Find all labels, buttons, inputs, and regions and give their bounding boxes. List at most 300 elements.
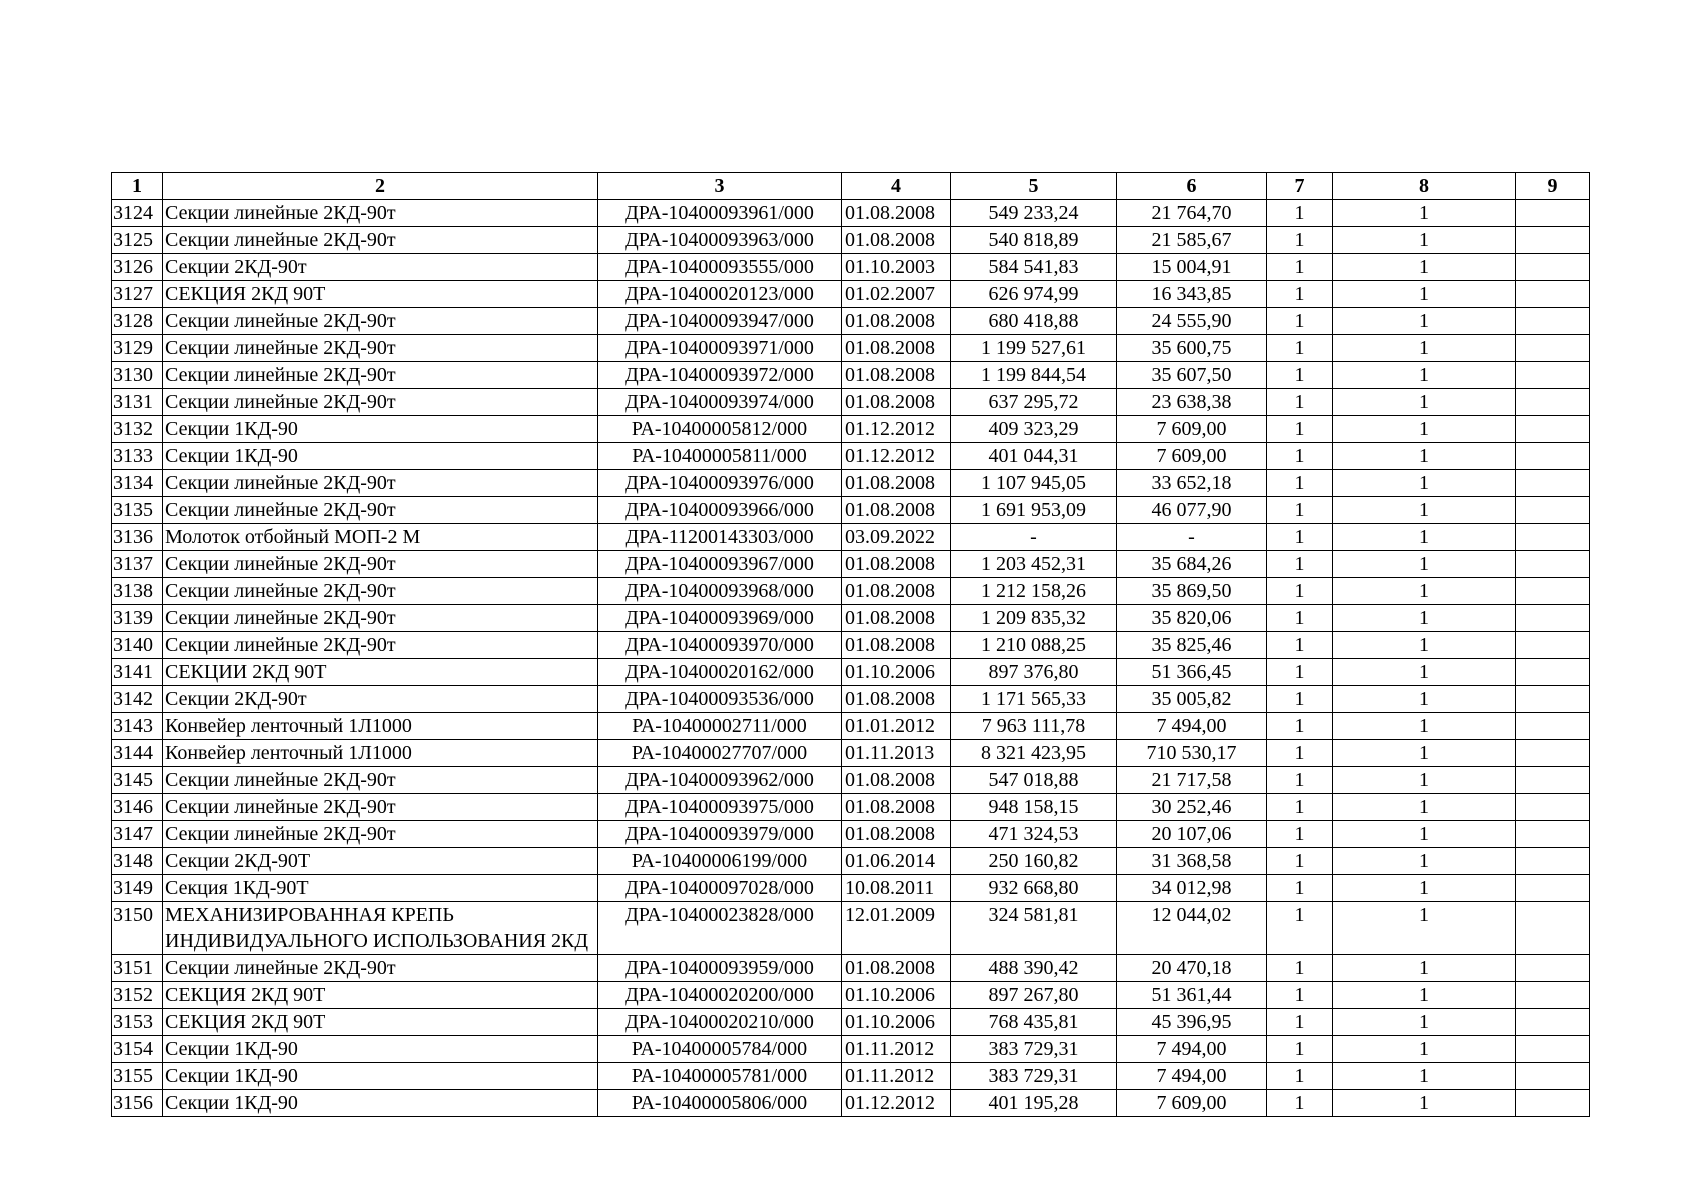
- item-name-cell: Секции линейные 2КД-90т: [163, 362, 598, 389]
- inventory-number-cell: ДРА-10400093966/000: [598, 497, 842, 524]
- column-header: 9: [1516, 173, 1590, 200]
- note-cell: [1516, 713, 1590, 740]
- note-cell: [1516, 767, 1590, 794]
- residual-cost-cell: 31 368,58: [1117, 848, 1267, 875]
- quantity-b-cell: 1: [1333, 713, 1516, 740]
- quantity-a-cell: 1: [1267, 389, 1333, 416]
- row-number-cell: 3154: [112, 1036, 163, 1063]
- inventory-number-cell: РА-10400027707/000: [598, 740, 842, 767]
- quantity-a-cell: 1: [1267, 659, 1333, 686]
- table-row: [112, 470, 1590, 497]
- residual-cost-cell: 7 494,00: [1117, 1036, 1267, 1063]
- date-cell: 01.08.2008: [842, 767, 951, 794]
- item-name-cell: Секции линейные 2КД-90т: [163, 497, 598, 524]
- note-cell: [1516, 902, 1590, 955]
- residual-cost-cell: 12 044,02: [1117, 902, 1267, 955]
- note-cell: [1516, 227, 1590, 254]
- quantity-a-cell: 1: [1267, 713, 1333, 740]
- residual-cost-cell: 35 684,26: [1117, 551, 1267, 578]
- note-cell: [1516, 848, 1590, 875]
- quantity-b-cell: 1: [1333, 281, 1516, 308]
- note-cell: [1516, 982, 1590, 1009]
- quantity-b-cell: 1: [1333, 443, 1516, 470]
- quantity-b-cell: 1: [1333, 362, 1516, 389]
- quantity-b-cell: 1: [1333, 1063, 1516, 1090]
- quantity-b-cell: 1: [1333, 578, 1516, 605]
- residual-cost-cell: 710 530,17: [1117, 740, 1267, 767]
- initial-cost-cell: 1 210 088,25: [951, 632, 1117, 659]
- initial-cost-cell: 897 267,80: [951, 982, 1117, 1009]
- quantity-a-cell: 1: [1267, 821, 1333, 848]
- date-cell: 01.08.2008: [842, 335, 951, 362]
- column-header: 2: [163, 173, 598, 200]
- table-row: [112, 551, 1590, 578]
- quantity-a-cell: 1: [1267, 308, 1333, 335]
- note-cell: [1516, 955, 1590, 982]
- inventory-number-cell: ДРА-10400093555/000: [598, 254, 842, 281]
- table-row: [112, 200, 1590, 227]
- inventory-number-cell: РА-10400005812/000: [598, 416, 842, 443]
- quantity-a-cell: 1: [1267, 955, 1333, 982]
- quantity-b-cell: 1: [1333, 416, 1516, 443]
- residual-cost-cell: 21 764,70: [1117, 200, 1267, 227]
- quantity-a-cell: 1: [1267, 1009, 1333, 1036]
- residual-cost-cell: 51 366,45: [1117, 659, 1267, 686]
- table-row: [112, 281, 1590, 308]
- quantity-b-cell: 1: [1333, 821, 1516, 848]
- initial-cost-cell: 547 018,88: [951, 767, 1117, 794]
- initial-cost-cell: 488 390,42: [951, 955, 1117, 982]
- quantity-a-cell: 1: [1267, 982, 1333, 1009]
- table-row: [112, 767, 1590, 794]
- row-number-cell: 3146: [112, 794, 163, 821]
- item-name-cell: Секции 1КД-90: [163, 1036, 598, 1063]
- item-name-cell: Секции линейные 2КД-90т: [163, 470, 598, 497]
- item-name-cell: Секции линейные 2КД-90т: [163, 605, 598, 632]
- row-number-cell: 3136: [112, 524, 163, 551]
- note-cell: [1516, 875, 1590, 902]
- row-number-cell: 3127: [112, 281, 163, 308]
- initial-cost-cell: 948 158,15: [951, 794, 1117, 821]
- date-cell: 01.08.2008: [842, 955, 951, 982]
- date-cell: 01.08.2008: [842, 308, 951, 335]
- residual-cost-cell: 35 820,06: [1117, 605, 1267, 632]
- table-row: [112, 578, 1590, 605]
- item-name-cell: Секции линейные 2КД-90т: [163, 632, 598, 659]
- quantity-a-cell: 1: [1267, 470, 1333, 497]
- note-cell: [1516, 1009, 1590, 1036]
- quantity-a-cell: 1: [1267, 497, 1333, 524]
- initial-cost-cell: 584 541,83: [951, 254, 1117, 281]
- quantity-b-cell: 1: [1333, 470, 1516, 497]
- inventory-number-cell: ДРА-10400020162/000: [598, 659, 842, 686]
- item-name-cell: Секции линейные 2КД-90т: [163, 578, 598, 605]
- quantity-b-cell: 1: [1333, 227, 1516, 254]
- date-cell: 01.08.2008: [842, 200, 951, 227]
- column-header: 3: [598, 173, 842, 200]
- row-number-cell: 3155: [112, 1063, 163, 1090]
- quantity-a-cell: 1: [1267, 767, 1333, 794]
- quantity-b-cell: 1: [1333, 1009, 1516, 1036]
- quantity-a-cell: 1: [1267, 551, 1333, 578]
- residual-cost-cell: 46 077,90: [1117, 497, 1267, 524]
- inventory-number-cell: ДРА-10400093969/000: [598, 605, 842, 632]
- initial-cost-cell: 1 203 452,31: [951, 551, 1117, 578]
- initial-cost-cell: 1 691 953,09: [951, 497, 1117, 524]
- table-row: [112, 1036, 1590, 1063]
- item-name-cell: Секции 2КД-90Т: [163, 848, 598, 875]
- item-name-cell: Секции линейные 2КД-90т: [163, 794, 598, 821]
- inventory-number-cell: ДРА-10400093947/000: [598, 308, 842, 335]
- quantity-a-cell: 1: [1267, 632, 1333, 659]
- quantity-a-cell: 1: [1267, 1090, 1333, 1117]
- note-cell: [1516, 686, 1590, 713]
- note-cell: [1516, 281, 1590, 308]
- date-cell: 01.08.2008: [842, 794, 951, 821]
- date-cell: 01.11.2013: [842, 740, 951, 767]
- date-cell: 01.08.2008: [842, 362, 951, 389]
- residual-cost-cell: 7 494,00: [1117, 713, 1267, 740]
- residual-cost-cell: 20 470,18: [1117, 955, 1267, 982]
- date-cell: 01.08.2008: [842, 497, 951, 524]
- quantity-a-cell: 1: [1267, 686, 1333, 713]
- residual-cost-cell: 51 361,44: [1117, 982, 1267, 1009]
- quantity-b-cell: 1: [1333, 308, 1516, 335]
- table-row: [112, 686, 1590, 713]
- date-cell: 01.08.2008: [842, 821, 951, 848]
- initial-cost-cell: 401 044,31: [951, 443, 1117, 470]
- inventory-number-cell: РА-10400005806/000: [598, 1090, 842, 1117]
- row-number-cell: 3134: [112, 470, 163, 497]
- quantity-b-cell: 1: [1333, 1036, 1516, 1063]
- table-row: [112, 659, 1590, 686]
- residual-cost-cell: 35 825,46: [1117, 632, 1267, 659]
- inventory-number-cell: ДРА-10400093961/000: [598, 200, 842, 227]
- initial-cost-cell: 401 195,28: [951, 1090, 1117, 1117]
- quantity-a-cell: 1: [1267, 416, 1333, 443]
- residual-cost-cell: 16 343,85: [1117, 281, 1267, 308]
- item-name-cell: Секции линейные 2КД-90т: [163, 335, 598, 362]
- column-header: 5: [951, 173, 1117, 200]
- quantity-b-cell: 1: [1333, 659, 1516, 686]
- quantity-b-cell: 1: [1333, 767, 1516, 794]
- date-cell: 10.08.2011: [842, 875, 951, 902]
- row-number-cell: 3145: [112, 767, 163, 794]
- initial-cost-cell: 383 729,31: [951, 1063, 1117, 1090]
- row-number-cell: 3135: [112, 497, 163, 524]
- note-cell: [1516, 416, 1590, 443]
- quantity-b-cell: 1: [1333, 848, 1516, 875]
- item-name-cell: Секции 1КД-90: [163, 416, 598, 443]
- quantity-a-cell: 1: [1267, 1063, 1333, 1090]
- residual-cost-cell: 15 004,91: [1117, 254, 1267, 281]
- initial-cost-cell: 1 212 158,26: [951, 578, 1117, 605]
- column-header: 1: [112, 173, 163, 200]
- row-number-cell: 3129: [112, 335, 163, 362]
- inventory-number-cell: РА-10400006199/000: [598, 848, 842, 875]
- date-cell: 01.12.2012: [842, 443, 951, 470]
- initial-cost-cell: 626 974,99: [951, 281, 1117, 308]
- quantity-b-cell: 1: [1333, 875, 1516, 902]
- quantity-b-cell: 1: [1333, 200, 1516, 227]
- date-cell: 01.08.2008: [842, 389, 951, 416]
- inventory-number-cell: ДРА-10400093963/000: [598, 227, 842, 254]
- row-number-cell: 3152: [112, 982, 163, 1009]
- item-name-cell: СЕКЦИЯ 2КД 90Т: [163, 281, 598, 308]
- row-number-cell: 3148: [112, 848, 163, 875]
- table-row: [112, 227, 1590, 254]
- item-name-cell: Секция 1КД-90Т: [163, 875, 598, 902]
- quantity-a-cell: 1: [1267, 227, 1333, 254]
- row-number-cell: 3128: [112, 308, 163, 335]
- table-row: [112, 524, 1590, 551]
- inventory-number-cell: ДРА-10400093970/000: [598, 632, 842, 659]
- initial-cost-cell: -: [951, 524, 1117, 551]
- residual-cost-cell: 20 107,06: [1117, 821, 1267, 848]
- table-row: [112, 308, 1590, 335]
- date-cell: 01.11.2012: [842, 1036, 951, 1063]
- inventory-number-cell: РА-10400005781/000: [598, 1063, 842, 1090]
- quantity-a-cell: 1: [1267, 335, 1333, 362]
- table-row: [112, 982, 1590, 1009]
- note-cell: [1516, 1090, 1590, 1117]
- item-name-cell: Конвейер ленточный 1Л1000: [163, 713, 598, 740]
- item-name-cell: Секции линейные 2КД-90т: [163, 200, 598, 227]
- quantity-a-cell: 1: [1267, 200, 1333, 227]
- row-number-cell: 3144: [112, 740, 163, 767]
- item-name-cell: Секции 1КД-90: [163, 443, 598, 470]
- quantity-a-cell: 1: [1267, 902, 1333, 955]
- table-row: [112, 848, 1590, 875]
- date-cell: 01.08.2008: [842, 551, 951, 578]
- residual-cost-cell: 35 607,50: [1117, 362, 1267, 389]
- date-cell: 01.12.2012: [842, 1090, 951, 1117]
- inventory-number-cell: ДРА-10400093971/000: [598, 335, 842, 362]
- quantity-a-cell: 1: [1267, 524, 1333, 551]
- quantity-b-cell: 1: [1333, 497, 1516, 524]
- quantity-a-cell: 1: [1267, 875, 1333, 902]
- inventory-number-cell: ДРА-10400023828/000: [598, 902, 842, 955]
- quantity-b-cell: 1: [1333, 389, 1516, 416]
- initial-cost-cell: 250 160,82: [951, 848, 1117, 875]
- row-number-cell: 3138: [112, 578, 163, 605]
- residual-cost-cell: 7 609,00: [1117, 1090, 1267, 1117]
- note-cell: [1516, 740, 1590, 767]
- residual-cost-cell: 21 717,58: [1117, 767, 1267, 794]
- table-row: [112, 443, 1590, 470]
- item-name-cell: СЕКЦИЯ 2КД 90Т: [163, 1009, 598, 1036]
- item-name-cell: Секции линейные 2КД-90т: [163, 767, 598, 794]
- inventory-number-cell: ДРА-10400093974/000: [598, 389, 842, 416]
- initial-cost-cell: 324 581,81: [951, 902, 1117, 955]
- table-row: [112, 605, 1590, 632]
- date-cell: 01.06.2014: [842, 848, 951, 875]
- table-row: [112, 497, 1590, 524]
- quantity-a-cell: 1: [1267, 848, 1333, 875]
- initial-cost-cell: 7 963 111,78: [951, 713, 1117, 740]
- initial-cost-cell: 540 818,89: [951, 227, 1117, 254]
- residual-cost-cell: 21 585,67: [1117, 227, 1267, 254]
- quantity-b-cell: 1: [1333, 524, 1516, 551]
- inventory-number-cell: ДРА-10400093959/000: [598, 955, 842, 982]
- item-name-cell: Секции 1КД-90: [163, 1063, 598, 1090]
- quantity-b-cell: 1: [1333, 686, 1516, 713]
- date-cell: 01.01.2012: [842, 713, 951, 740]
- residual-cost-cell: 24 555,90: [1117, 308, 1267, 335]
- quantity-b-cell: 1: [1333, 740, 1516, 767]
- initial-cost-cell: 680 418,88: [951, 308, 1117, 335]
- note-cell: [1516, 632, 1590, 659]
- inventory-number-cell: ДРА-11200143303/000: [598, 524, 842, 551]
- quantity-b-cell: 1: [1333, 605, 1516, 632]
- row-number-cell: 3149: [112, 875, 163, 902]
- item-name-cell: Секции линейные 2КД-90т: [163, 551, 598, 578]
- row-number-cell: 3130: [112, 362, 163, 389]
- initial-cost-cell: 637 295,72: [951, 389, 1117, 416]
- quantity-b-cell: 1: [1333, 794, 1516, 821]
- item-name-cell: Секции линейные 2КД-90т: [163, 821, 598, 848]
- table-row: [112, 713, 1590, 740]
- item-name-cell: Секции линейные 2КД-90т: [163, 955, 598, 982]
- note-cell: [1516, 308, 1590, 335]
- date-cell: 01.10.2006: [842, 1009, 951, 1036]
- date-cell: 01.08.2008: [842, 605, 951, 632]
- inventory-number-cell: ДРА-10400020123/000: [598, 281, 842, 308]
- item-name-cell: Секции линейные 2КД-90т: [163, 389, 598, 416]
- item-name-cell: Молоток отбойный МОП-2 М: [163, 524, 598, 551]
- item-name-cell: Конвейер ленточный 1Л1000: [163, 740, 598, 767]
- table-row: [112, 740, 1590, 767]
- quantity-a-cell: 1: [1267, 1036, 1333, 1063]
- initial-cost-cell: 549 233,24: [951, 200, 1117, 227]
- item-name-cell: СЕКЦИЯ 2КД 90Т: [163, 982, 598, 1009]
- initial-cost-cell: 383 729,31: [951, 1036, 1117, 1063]
- note-cell: [1516, 794, 1590, 821]
- quantity-b-cell: 1: [1333, 632, 1516, 659]
- row-number-cell: 3140: [112, 632, 163, 659]
- quantity-b-cell: 1: [1333, 335, 1516, 362]
- note-cell: [1516, 659, 1590, 686]
- residual-cost-cell: 35 005,82: [1117, 686, 1267, 713]
- inventory-number-cell: ДРА-10400097028/000: [598, 875, 842, 902]
- note-cell: [1516, 362, 1590, 389]
- residual-cost-cell: -: [1117, 524, 1267, 551]
- initial-cost-cell: 1 209 835,32: [951, 605, 1117, 632]
- quantity-a-cell: 1: [1267, 254, 1333, 281]
- row-number-cell: 3132: [112, 416, 163, 443]
- inventory-number-cell: РА-10400002711/000: [598, 713, 842, 740]
- inventory-number-cell: ДРА-10400093975/000: [598, 794, 842, 821]
- column-header: 8: [1333, 173, 1516, 200]
- item-name-cell: Секции линейные 2КД-90т: [163, 308, 598, 335]
- item-name-cell: СЕКЦИИ 2КД 90Т: [163, 659, 598, 686]
- inventory-number-cell: ДРА-10400093979/000: [598, 821, 842, 848]
- date-cell: 01.11.2012: [842, 1063, 951, 1090]
- item-name-cell: Секции линейные 2КД-90т: [163, 227, 598, 254]
- inventory-number-cell: ДРА-10400093962/000: [598, 767, 842, 794]
- note-cell: [1516, 551, 1590, 578]
- row-number-cell: 3156: [112, 1090, 163, 1117]
- inventory-number-cell: РА-10400005784/000: [598, 1036, 842, 1063]
- quantity-b-cell: 1: [1333, 1090, 1516, 1117]
- note-cell: [1516, 497, 1590, 524]
- residual-cost-cell: 35 600,75: [1117, 335, 1267, 362]
- row-number-cell: 3150: [112, 902, 163, 955]
- column-header: 4: [842, 173, 951, 200]
- initial-cost-cell: 1 107 945,05: [951, 470, 1117, 497]
- column-header: 7: [1267, 173, 1333, 200]
- residual-cost-cell: 7 494,00: [1117, 1063, 1267, 1090]
- residual-cost-cell: 7 609,00: [1117, 416, 1267, 443]
- row-number-cell: 3143: [112, 713, 163, 740]
- date-cell: 01.02.2007: [842, 281, 951, 308]
- item-name-cell: Секции 2КД-90т: [163, 254, 598, 281]
- note-cell: [1516, 254, 1590, 281]
- row-number-cell: 3153: [112, 1009, 163, 1036]
- date-cell: 01.08.2008: [842, 686, 951, 713]
- date-cell: 01.08.2008: [842, 578, 951, 605]
- quantity-a-cell: 1: [1267, 740, 1333, 767]
- date-cell: 01.12.2012: [842, 416, 951, 443]
- row-number-cell: 3126: [112, 254, 163, 281]
- note-cell: [1516, 470, 1590, 497]
- date-cell: 01.08.2008: [842, 632, 951, 659]
- quantity-a-cell: 1: [1267, 443, 1333, 470]
- note-cell: [1516, 443, 1590, 470]
- table-row: [112, 1009, 1590, 1036]
- column-header: 6: [1117, 173, 1267, 200]
- inventory-number-cell: ДРА-10400093967/000: [598, 551, 842, 578]
- row-number-cell: 3125: [112, 227, 163, 254]
- table-row: [112, 362, 1590, 389]
- row-number-cell: 3142: [112, 686, 163, 713]
- date-cell: 01.10.2003: [842, 254, 951, 281]
- inventory-number-cell: ДРА-10400093976/000: [598, 470, 842, 497]
- table-row: [112, 955, 1590, 982]
- inventory-number-cell: РА-10400005811/000: [598, 443, 842, 470]
- residual-cost-cell: 7 609,00: [1117, 443, 1267, 470]
- item-name-cell: Секции 1КД-90: [163, 1090, 598, 1117]
- initial-cost-cell: 471 324,53: [951, 821, 1117, 848]
- inventory-number-cell: ДРА-10400093536/000: [598, 686, 842, 713]
- initial-cost-cell: 768 435,81: [951, 1009, 1117, 1036]
- residual-cost-cell: 33 652,18: [1117, 470, 1267, 497]
- row-number-cell: 3147: [112, 821, 163, 848]
- note-cell: [1516, 1063, 1590, 1090]
- row-number-cell: 3151: [112, 955, 163, 982]
- item-name-cell: МЕХАНИЗИРОВАННАЯ КРЕПЬ ИНДИВИДУАЛЬНОГО ИСПОЛЬЗОВАНИЯ 2КД: [163, 902, 598, 955]
- quantity-b-cell: 1: [1333, 955, 1516, 982]
- row-number-cell: 3131: [112, 389, 163, 416]
- row-number-cell: 3139: [112, 605, 163, 632]
- quantity-b-cell: 1: [1333, 982, 1516, 1009]
- residual-cost-cell: 35 869,50: [1117, 578, 1267, 605]
- note-cell: [1516, 389, 1590, 416]
- note-cell: [1516, 578, 1590, 605]
- quantity-a-cell: 1: [1267, 605, 1333, 632]
- quantity-b-cell: 1: [1333, 254, 1516, 281]
- row-number-cell: 3137: [112, 551, 163, 578]
- inventory-number-cell: ДРА-10400093972/000: [598, 362, 842, 389]
- date-cell: 01.10.2006: [842, 982, 951, 1009]
- note-cell: [1516, 200, 1590, 227]
- asset-table: [111, 172, 1590, 1117]
- table-row: [112, 902, 1590, 955]
- table-row: [112, 632, 1590, 659]
- initial-cost-cell: 932 668,80: [951, 875, 1117, 902]
- initial-cost-cell: 1 199 844,54: [951, 362, 1117, 389]
- quantity-a-cell: 1: [1267, 362, 1333, 389]
